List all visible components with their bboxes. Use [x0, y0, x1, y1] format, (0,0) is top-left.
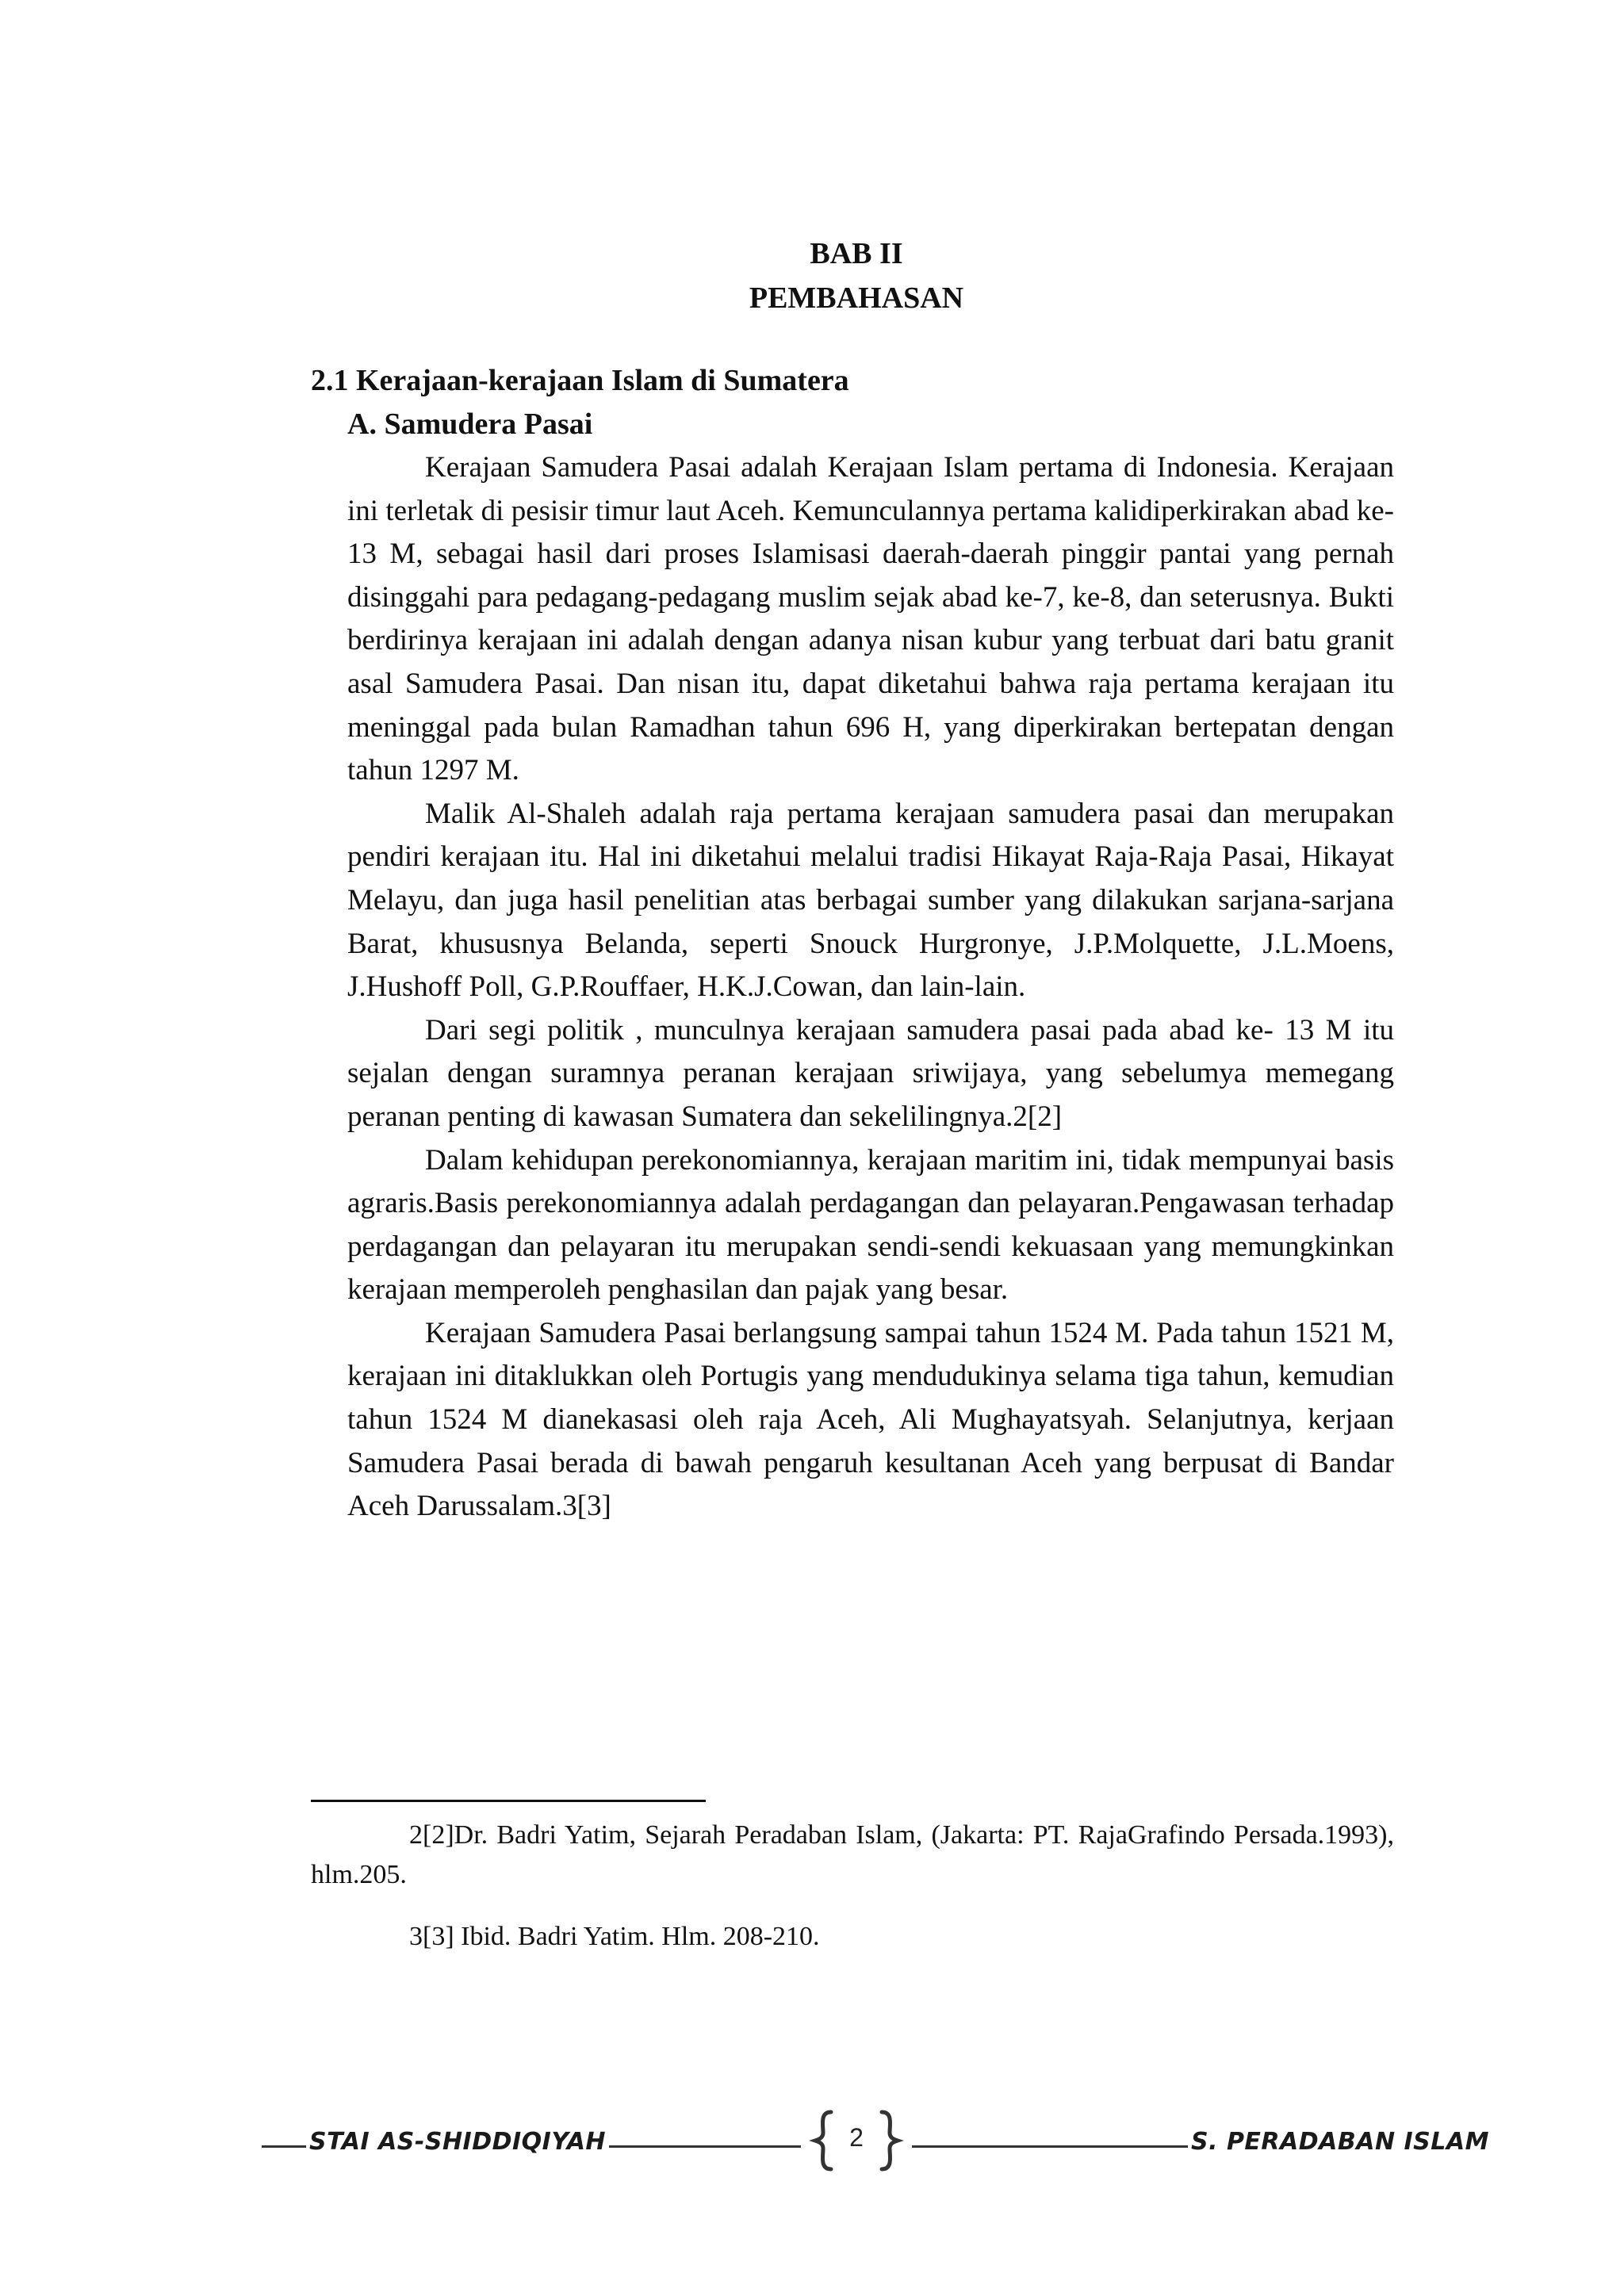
chapter-number: BAB II: [810, 237, 903, 270]
sub-heading: A. Samudera Pasai: [347, 408, 593, 441]
footnote-separator: [311, 1800, 706, 1802]
footnote: 3[3] Ibid. Badri Yatim. Hlm. 208-210.: [409, 1922, 820, 1951]
chapter-name: PEMBAHASAN: [749, 281, 964, 315]
footnotes: [311, 1816, 1394, 1979]
section-heading: 2.1 Kerajaan-kerajaan Islam di Sumatera: [311, 364, 849, 397]
footnote: 2[2]Dr. Badri Yatim, Sejarah Peradaban Islam, (Jakarta: PT. RajaGrafindo Persada.1993), hlm.205.: [311, 1820, 1394, 1889]
paragraph: Kerajaan Samudera Pasai adalah Kerajaan Islam pertama di Indonesia. Kerajaan ini terletak di pesisir timur laut Aceh. Kemunculannya pertama kalidiperkirakan abad ke-13 M, sebagai hasil dari proses Islamisasi daerah-daerah pinggir pantai yang pernah disinggahi para pedagang-pedagang muslim sejak abad ke-7, ke-8, dan seterusnya. Bukti berdirinya kerajaan ini adalah dengan adanya nisan kubur yang terbuat dari batu granit asal Samudera Pasai. Dan nisan itu, dapat diketahui bahwa raja pertama kerajaan itu meninggal pada bulan Ramadhan tahun 696 H, yang diperkirakan bertepatan dengan tahun 1297 M.: [347, 451, 1394, 787]
paragraph: Kerajaan Samudera Pasai berlangsung sampai tahun 1524 M. Pada tahun 1521 M, kerajaan ini ditaklukkan oleh Portugis yang mendudukinya selama tiga tahun, kemudian tahun 1524 M dianekasasi oleh raja Aceh, Ali Mughayatsyah. Selanjutnya, kerjaan Samudera Pasai berada di bawah pengaruh kesultanan Aceh yang berpusat di Bandar Aceh Darussalam.3[3]: [347, 1316, 1394, 1523]
paragraph: Malik Al-Shaleh adalah raja pertama kerajaan samudera pasai dan merupakan pendiri kerajaan itu. Hal ini diketahui melalui tradisi Hikayat Raja-Raja Pasai, Hikayat Melayu, dan juga hasil penelitian atas berbagai sumber yang dilakukan sarjana-sarjana Barat, khususnya Belanda, seperti Snouck Hurgronye, J.P.Molquette, J.L.Moens, J.Hushoff Poll, G.P.Rouffaer, H.K.J.Cowan, dan lain-lain.: [347, 797, 1394, 1004]
page-footer: [0, 2109, 1624, 2180]
body-text: [347, 446, 1394, 1529]
paragraph: Dari segi politik , munculnya kerajaan samudera pasai pada abad ke- 13 M itu sejalan dengan suramnya peranan kerajaan sriwijaya, yang sebelumya memegang peranan penting di kawasan Sumatera dan sekelilingnya.2[2]: [347, 1013, 1394, 1133]
paragraph: Dalam kehidupan perekonomiannya, kerajaan maritim ini, tidak mempunyai basis agraris.Basis perekonomiannya adalah perdagangan dan pelayaran.Pengawasan terhadap perdagangan dan pelayaran itu merupakan sendi-sendi kekuasaan yang memungkinkan kerajaan memperoleh penghasilan dan pajak yang besar.: [347, 1143, 1394, 1307]
chapter-title: [0, 232, 1624, 320]
footer-course: S. PERADABAN ISLAM: [1188, 2128, 1492, 2156]
page-number: 2: [849, 2123, 864, 2152]
footer-institution: STAI AS-SHIDDIQIYAH: [306, 2128, 609, 2156]
